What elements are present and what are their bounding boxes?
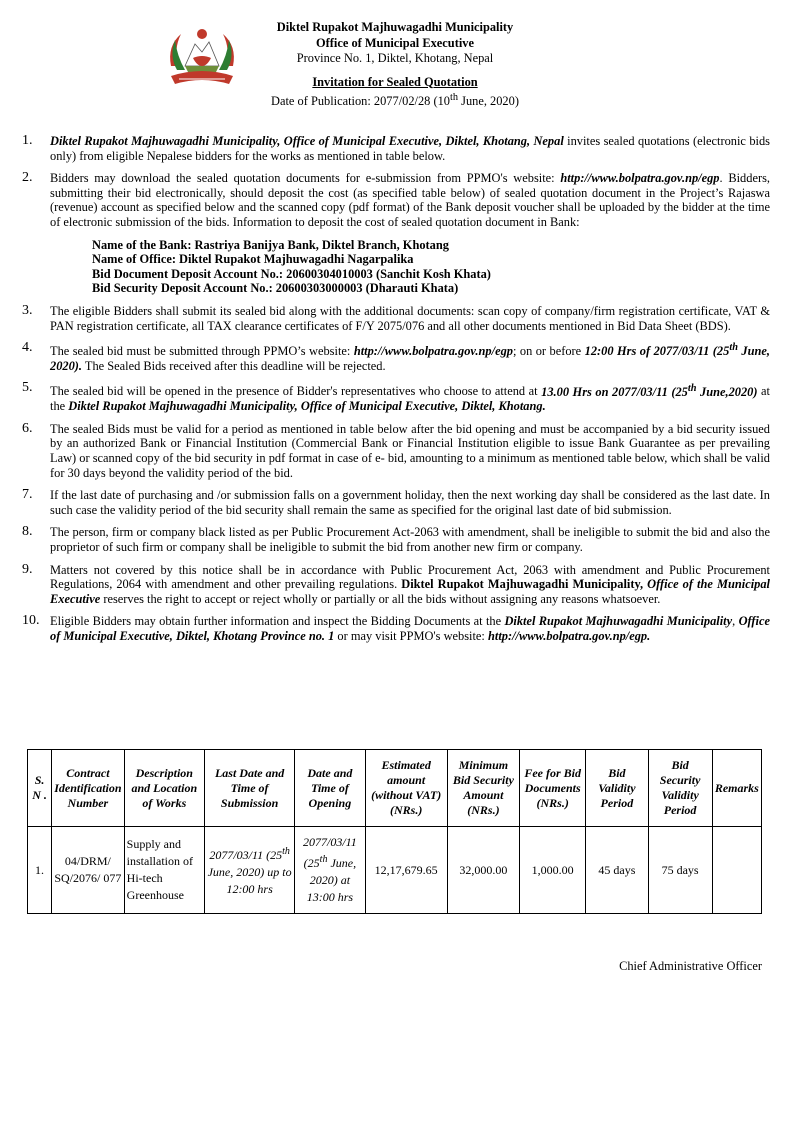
bid-details-table xyxy=(27,749,762,914)
notice-item-6: 6. The sealed Bids must be valid for a period as mentioned in table below after the bid opening and must be accompanied by a bid security issued by an authorized Bank or Financial Institution (Commercial Bank or Financial Institution eligible to issue Bank Guarantee as per prevailing Law) or scanned copy of the bid security in pdf format in case of e- bid, amounting to a minimum as mentioned table below, which shall be valid for 30 days beyond the validity period of the bid. xyxy=(22,420,770,480)
notice-item-10: 10. Eligible Bidders may obtain further information and inspect the Bidding Documents at the Diktel Rupakot Majhuwagadhi Municipality, Office of Municipal Executive, Diktel, Khotang Province no. 1 or may visit PPMO's website: http://www.bolpatra.gov.np/egp. xyxy=(22,613,770,643)
notice-item-8: 8. The person, firm or company black listed as per Public Procurement Act-2063 with amendment, shall be ineligible to submit the bid and also the proprietor of such firm or company shall be ineligible to submit the bid from another new firm or company. xyxy=(22,524,770,554)
column-header: Description and Location of Works xyxy=(124,750,204,827)
cell-estimated-amount: 12,17,679.65 xyxy=(365,827,447,914)
notice-item-3: 3. The eligible Bidders shall submit its sealed bid along with the additional documents: scan copy of company/firm registration certificate, VAT & PAN registration certificate, all TAX clearance certificates of F/Y 2075/076 and all other documents mentioned in Bid Data Sheet (BDS). xyxy=(22,302,770,333)
office-address: Province No. 1, Diktel, Khotang, Nepal xyxy=(296,51,494,65)
column-header: Bid Validity Period xyxy=(586,750,648,827)
cell-remarks xyxy=(712,827,761,914)
notice-item-1: 1. Diktel Rupakot Majhuwagadhi Municipality, Office of Municipal Executive, Diktel, Khotang, Nepal invites sealed quotations (electronic bids only) from eligible Nepalese bidders for the works as mentioned in table below. xyxy=(22,133,770,163)
column-header: Fee for Bid Documents (NRs.) xyxy=(520,750,586,827)
column-header: Estimated amount (without VAT) (NRs.) xyxy=(365,750,447,827)
publication-date: Date of Publication: 2077/02/28 (10th June, 2020) xyxy=(271,92,519,109)
table-row xyxy=(28,827,762,914)
bid-document-account: Bid Document Deposit Account No.: 20600304010003 (Sanchit Kosh Khata) xyxy=(92,266,491,281)
office-name: Office of Municipal Executive xyxy=(316,35,474,50)
bank-office: Name of Office: Diktel Rupakot Majhuwagadhi Nagarpalika xyxy=(92,252,414,267)
bank-name: Name of the Bank: Rastriya Banijya Bank, Diktel Branch, Khotang xyxy=(92,237,449,252)
ppmo-link[interactable]: http://www.bolpatra.gov.np/egp. xyxy=(487,628,651,643)
signatory-title: Chief Administrative Officer xyxy=(619,959,762,973)
cell-bid-validity: 45 days xyxy=(586,827,648,914)
cell-bid-security: 32,000.00 xyxy=(447,827,519,914)
bank-details xyxy=(50,230,770,296)
column-header: Last Date and Time of Submission xyxy=(204,750,294,827)
column-header: Contract Identification Number xyxy=(52,750,125,827)
column-header: S. N . xyxy=(28,750,52,827)
notice-item-4: 4. The sealed bid must be submitted through PPMO’s website: http://www.bolpatra.gov.np/egp; on or before 12:00 Hrs of 2077/03/11 (25th June, 2020). The Sealed Bids received after this deadline will be rejected. xyxy=(22,340,770,373)
table-header-row xyxy=(28,750,762,827)
cell-opening-date: 2077/03/11 (25th June, 2020) at 13:00 hrs xyxy=(295,827,365,914)
notice-title: Invitation for Sealed Quotation xyxy=(312,74,478,89)
column-header: Bid Security Validity Period xyxy=(648,750,712,827)
ppmo-link[interactable]: http://www.bolpatra.gov.np/egp xyxy=(353,344,513,359)
column-header: Remarks xyxy=(712,750,761,827)
cell-sn: 1. xyxy=(28,827,52,914)
cell-last-date: 2077/03/11 (25th June, 2020) up to 12:00 hrs xyxy=(204,827,294,914)
cell-contract-id: 04/DRM/ SQ/2076/ 077 xyxy=(52,827,125,914)
column-header: Minimum Bid Security Amount (NRs.) xyxy=(447,750,519,827)
notice-items xyxy=(22,134,770,651)
cell-description: Supply and installation of Hi-tech Greenhouse xyxy=(124,827,204,914)
bid-security-account: Bid Security Deposit Account No.: 20600303000003 (Dharauti Khata) xyxy=(92,281,459,296)
cell-document-fee: 1,000.00 xyxy=(520,827,586,914)
ppmo-link[interactable]: http://www.bolpatra.gov.np/egp xyxy=(560,171,720,186)
municipality-name: Diktel Rupakot Majhuwagadhi Municipality xyxy=(276,20,514,34)
notice-item-9: 9. Matters not covered by this notice shall be in accordance with Public Procurement Act, 2063 with amendment and Public Procurement Regulations, 2064 with amendment and other prevailing regulations. Diktel Rupakot Majhuwagadhi Municipality, Office of the Municipal Executive reserves the right to accept or reject wholly or partially or all the bids without assigning any reasons whatsoever. xyxy=(22,561,770,606)
notice-item-5: 5. The sealed bid will be opened in the presence of Bidder's representatives who choose to attend at 13.00 Hrs on 2077/03/11 (25th June,2020) at the Diktel Rupakot Majhuwagadhi Municipality, Office of Municipal Executive, Diktel, Khotang. xyxy=(22,380,770,414)
letterhead xyxy=(200,20,590,110)
cell-security-validity: 75 days xyxy=(648,827,712,914)
notice-item-2: 2. Bidders may download the sealed quotation documents for e-submission from PPMO's website: http://www.bolpatra.gov.np/egp. Bidders, submitting their bid electronically, should deposit the cost (as specified table below) of sealed quotation document in the Project’s Rajaswa (revenue) account as specified below and the scanned copy (pdf format) of the Bank deposit voucher shall be uploaded by the bidder at the time of electronic submission of the bids. Information to deposit the cost of sealed quotation document in Bank: Name of the Bank: Rastriya Banijya Bank, Diktel Branch, Khotang Name of Office: Diktel Rupakot Majhuwagadhi Nagarpalika Bid Document Deposit Account No.: 20600304010003 (Sanchit Kosh Khata) Bid Security Deposit Account No.: 20600303000003 (Dharauti Khata) xyxy=(22,170,770,296)
notice-item-7: 7. If the last date of purchasing and /or submission falls on a government holiday, then the next working day shall be considered as the last date. In such case the validity period of the bid security shall remain the same as specified for the original last date of bid submission. xyxy=(22,487,770,517)
column-header: Date and Time of Opening xyxy=(295,750,365,827)
